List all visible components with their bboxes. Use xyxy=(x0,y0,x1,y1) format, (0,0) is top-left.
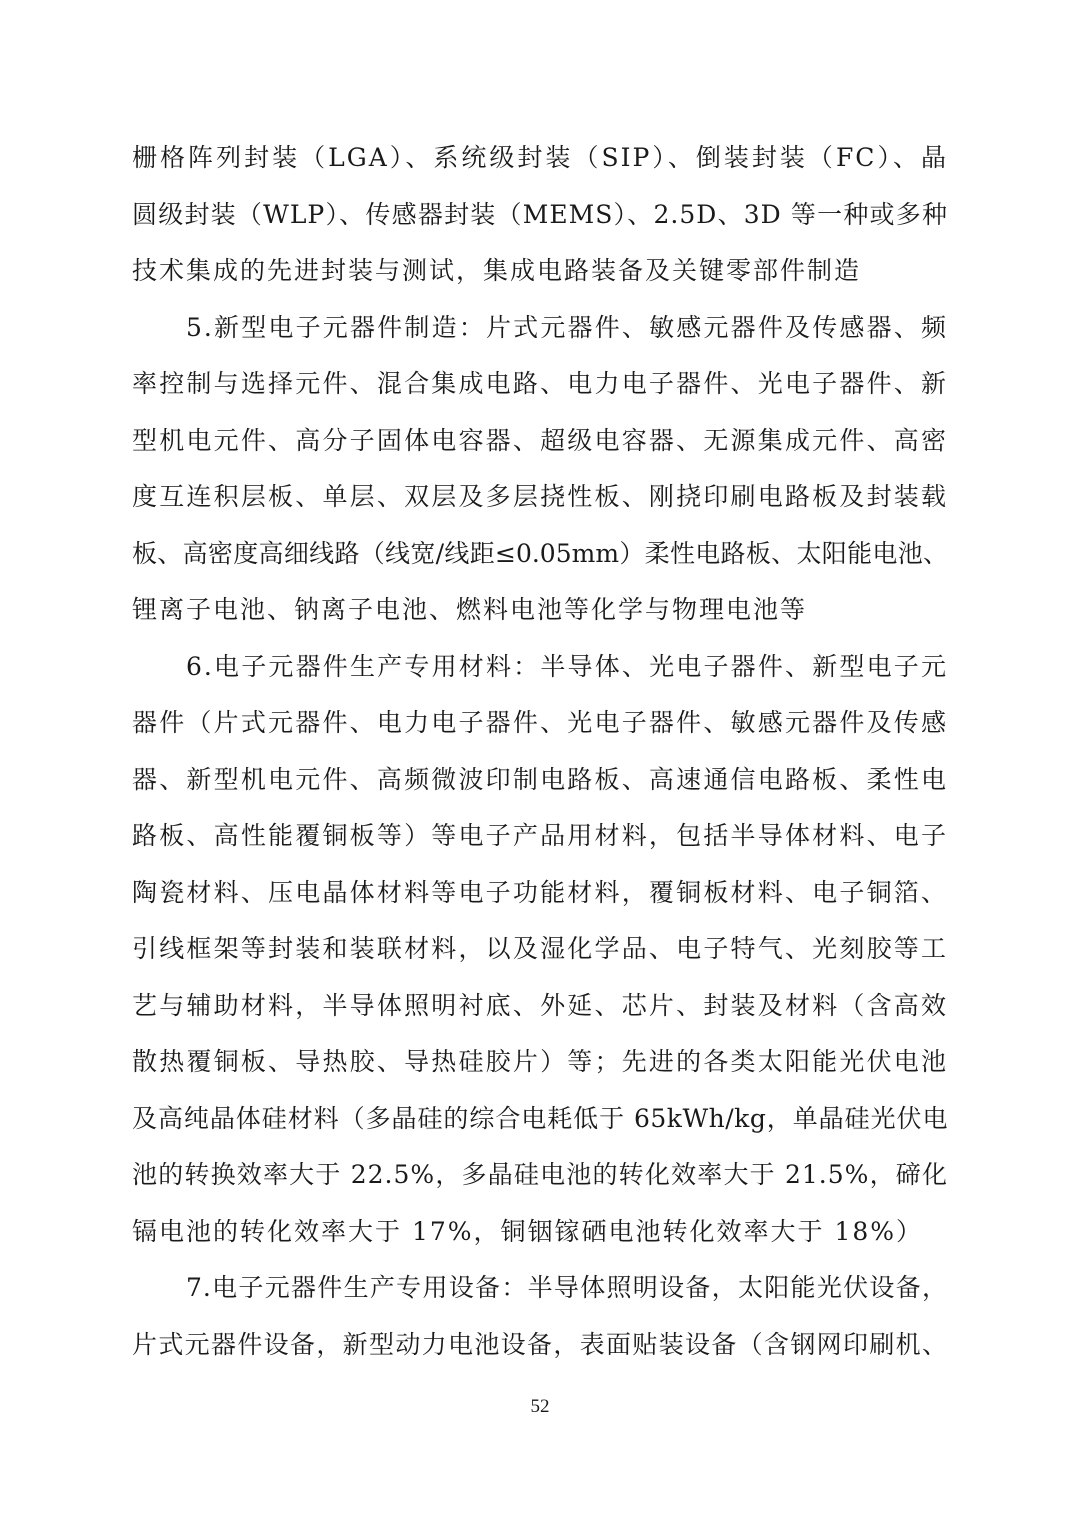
text-line-10: 6.电子元器件生产专用材料：半导体、光电子器件、新型电子元 xyxy=(186,652,948,681)
text-line-11: 器件（片式元器件、电力电子器件、光电子器件、敏感元器件及传感 xyxy=(132,708,948,737)
text-line-5: 率控制与选择元件、混合集成电路、电力电子器件、光电子器件、新 xyxy=(132,369,948,398)
text-line-4: 5.新型电子元器件制造：片式元器件、敏感元器件及传感器、频 xyxy=(186,313,948,342)
text-line-14: 陶瓷材料、压电晶体材料等电子功能材料，覆铜板材料、电子铜箔、 xyxy=(132,878,948,907)
text-line-13: 路板、高性能覆铜板等）等电子产品用材料，包括半导体材料、电子 xyxy=(132,821,948,850)
text-line-16: 艺与辅助材料，半导体照明衬底、外延、芯片、封装及材料（含高效 xyxy=(132,991,948,1020)
text-line-3: 技术集成的先进封装与测试，集成电路装备及关键零部件制造 xyxy=(132,256,862,285)
text-line-9: 锂离子电池、钠离子电池、燃料电池等化学与物理电池等 xyxy=(132,595,808,624)
text-line-18: 及高纯晶体硅材料（多晶硅的综合电耗低于 65kWh/kg，单晶硅光伏电 xyxy=(132,1104,948,1133)
text-line-1: 栅格阵列封装（LGA）、系统级封装（SIP）、倒装封装（FC）、晶 xyxy=(132,143,948,172)
text-line-7: 度互连积层板、单层、双层及多层挠性板、刚挠印刷电路板及封装载 xyxy=(132,482,948,511)
text-line-12: 器、新型机电元件、高频微波印制电路板、高速通信电路板、柔性电 xyxy=(132,765,948,794)
text-line-2: 圆级封装（WLP）、传感器封装（MEMS）、2.5D、3D 等一种或多种 xyxy=(132,200,948,229)
text-line-8: 板、高密度高细线路（线宽/线距≤0.05mm）柔性电路板、太阳能电池、 xyxy=(132,539,948,568)
text-line-6: 型机电元件、高分子固体电容器、超级电容器、无源集成元件、高密 xyxy=(132,426,948,455)
text-line-15: 引线框架等封装和装联材料，以及湿化学品、电子特气、光刻胶等工 xyxy=(132,934,948,963)
text-line-17: 散热覆铜板、导热胶、导热硅胶片）等；先进的各类太阳能光伏电池 xyxy=(132,1047,948,1076)
text-line-21: 7.电子元器件生产专用设备：半导体照明设备，太阳能光伏设备， xyxy=(186,1273,948,1302)
text-line-19: 池的转换效率大于 22.5%，多晶硅电池的转化效率大于 21.5%，碲化 xyxy=(132,1160,948,1189)
text-line-20: 镉电池的转化效率大于 17%，铜铟镓硒电池转化效率大于 18%） xyxy=(132,1217,924,1246)
text-line-22: 片式元器件设备，新型动力电池设备，表面贴装设备（含钢网印刷机、 xyxy=(132,1330,948,1359)
page-number: 52 xyxy=(530,1396,550,1417)
